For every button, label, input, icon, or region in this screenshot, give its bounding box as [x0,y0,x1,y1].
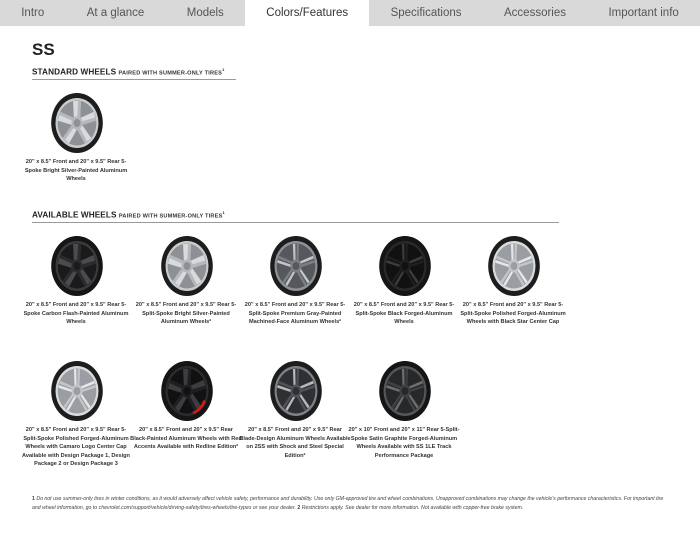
footnote-ref: 1 [222,210,225,215]
wheel-caption: 20" x 8.5" Front and 20" x 9.5" Rear 5-Spoke Carbon Flash-Painted Aluminum Wheels [23,302,129,326]
wheel-silver-icon [151,235,221,297]
wheel-caption: 20" x 8.5" Front and 20" x 9.5" Rear 5-Spoke Bright Silver-Painted Aluminum Wheels [24,159,128,183]
available-wheel-option [348,235,460,327]
tab-intro[interactable]: Intro [21,7,45,19]
section-divider [32,222,559,223]
top-nav-tabs [0,0,700,26]
available-wheels-heading [32,210,225,220]
tab-models[interactable]: Models [186,7,224,19]
footnote-ref: 1 [222,67,225,72]
wheel-caption: 20" x 10" Front and 20" x 11" Rear 5-Split-Spoke Satin Graphite Forged-Aluminum Wheels Available with SS 1LE Track Performance Package [348,427,460,459]
tab-at-a-glance[interactable]: At a glance [86,7,145,19]
tab-colors-features[interactable]: Colors/Features [245,0,369,26]
tab-important-info[interactable]: Important info [608,7,679,19]
wheel-graphite-icon [369,360,439,422]
page-title: SS [32,40,55,59]
wheel-caption: 20" x 8.5" Front and 20" x 9.5" Rear 5-Split-Spoke Premium Gray-Painted Machined-Face Aluminum Wheels² [244,302,346,326]
tab-specifications[interactable]: Specifications [390,7,462,19]
available-wheel-option [239,235,351,327]
wheel-carbon-flash-icon [41,235,111,297]
standard-wheels-subtitle: PAIRED WITH SUMMER-ONLY TIRES [118,70,223,77]
standard-wheels-heading [32,67,224,77]
section-divider [32,79,236,80]
wheel-caption: 20" x 8.5" Front and 20" x 9.5" Rear 5-Split-Spoke Polished Forged-Aluminum Wheels with Black Star Center Cap [460,302,566,326]
wheel-caption: 20" x 8.5" Front and 20" x 9.5" Rear 5-Split-Spoke Black Forged-Aluminum Wheels [353,302,455,326]
standard-wheel-option [20,92,132,184]
footnote-2-mark: 2 [297,505,301,511]
wheel-caption: 20" x 8.5" Front and 20" x 9.5" Rear Black-Painted Aluminum Wheels with Red Accents Available with Redline Edition² [130,427,242,451]
available-wheels-subtitle: PAIRED WITH SUMMER-ONLY TIRES [118,213,223,220]
footnotes [32,495,672,513]
available-wheel-option [20,360,132,469]
available-wheel-option [130,360,242,452]
wheel-caption: 20" x 8.5" Front and 20" x 9.5" Rear 5-Split-Spoke Polished Forged-Aluminum Wheels with Camaro Logo Center Cap Available with Design Package 1, Design Package 2 or Design Package 3 [22,427,130,468]
available-wheel-option [239,360,351,460]
available-wheels-title: AVAILABLE WHEELS [32,210,117,220]
available-wheel-option [20,235,132,327]
wheel-caption: 20" x 8.5" Front and 20" x 9.5" Rear Blade-Design Aluminum Wheels Available on 2SS with Shock and Steel Special Edition² [239,427,351,459]
wheel-blade-icon [260,360,330,422]
available-wheel-option [130,235,242,327]
wheel-silver-icon [41,92,111,154]
footnote-1-mark: 1 [32,496,35,502]
wheel-black-red-icon [151,360,221,422]
tab-accessories[interactable]: Accessories [504,7,566,19]
available-wheel-option [348,360,460,460]
wheel-gray-icon [260,235,330,297]
footnote-2-text: Restrictions apply. See dealer for more information. Not available with copper-free brake system. [301,505,524,511]
wheel-polished-icon [41,360,111,422]
wheel-black-icon [369,235,439,297]
wheel-polished-icon [478,235,548,297]
standard-wheels-title: STANDARD WHEELS [32,67,117,77]
wheel-caption: 20" x 8.5" Front and 20" x 9.5" Rear 5-Split-Spoke Bright Silver-Painted Aluminum Wheels² [135,302,237,326]
footnote-1-text: Do not use summer-only tires in winter conditions, as it would adversely affect vehicle safety, performance and durability. Use only GM-approved tire and wheel combinations. Unapproved combinations may change the vehicle's performance characteristics. For important tire and wheel information, go to chevrolet.com/support/vehicle/driving-safety/tires-wheels/tire-types or see your dealer. [32,496,664,511]
available-wheel-option [457,235,569,327]
